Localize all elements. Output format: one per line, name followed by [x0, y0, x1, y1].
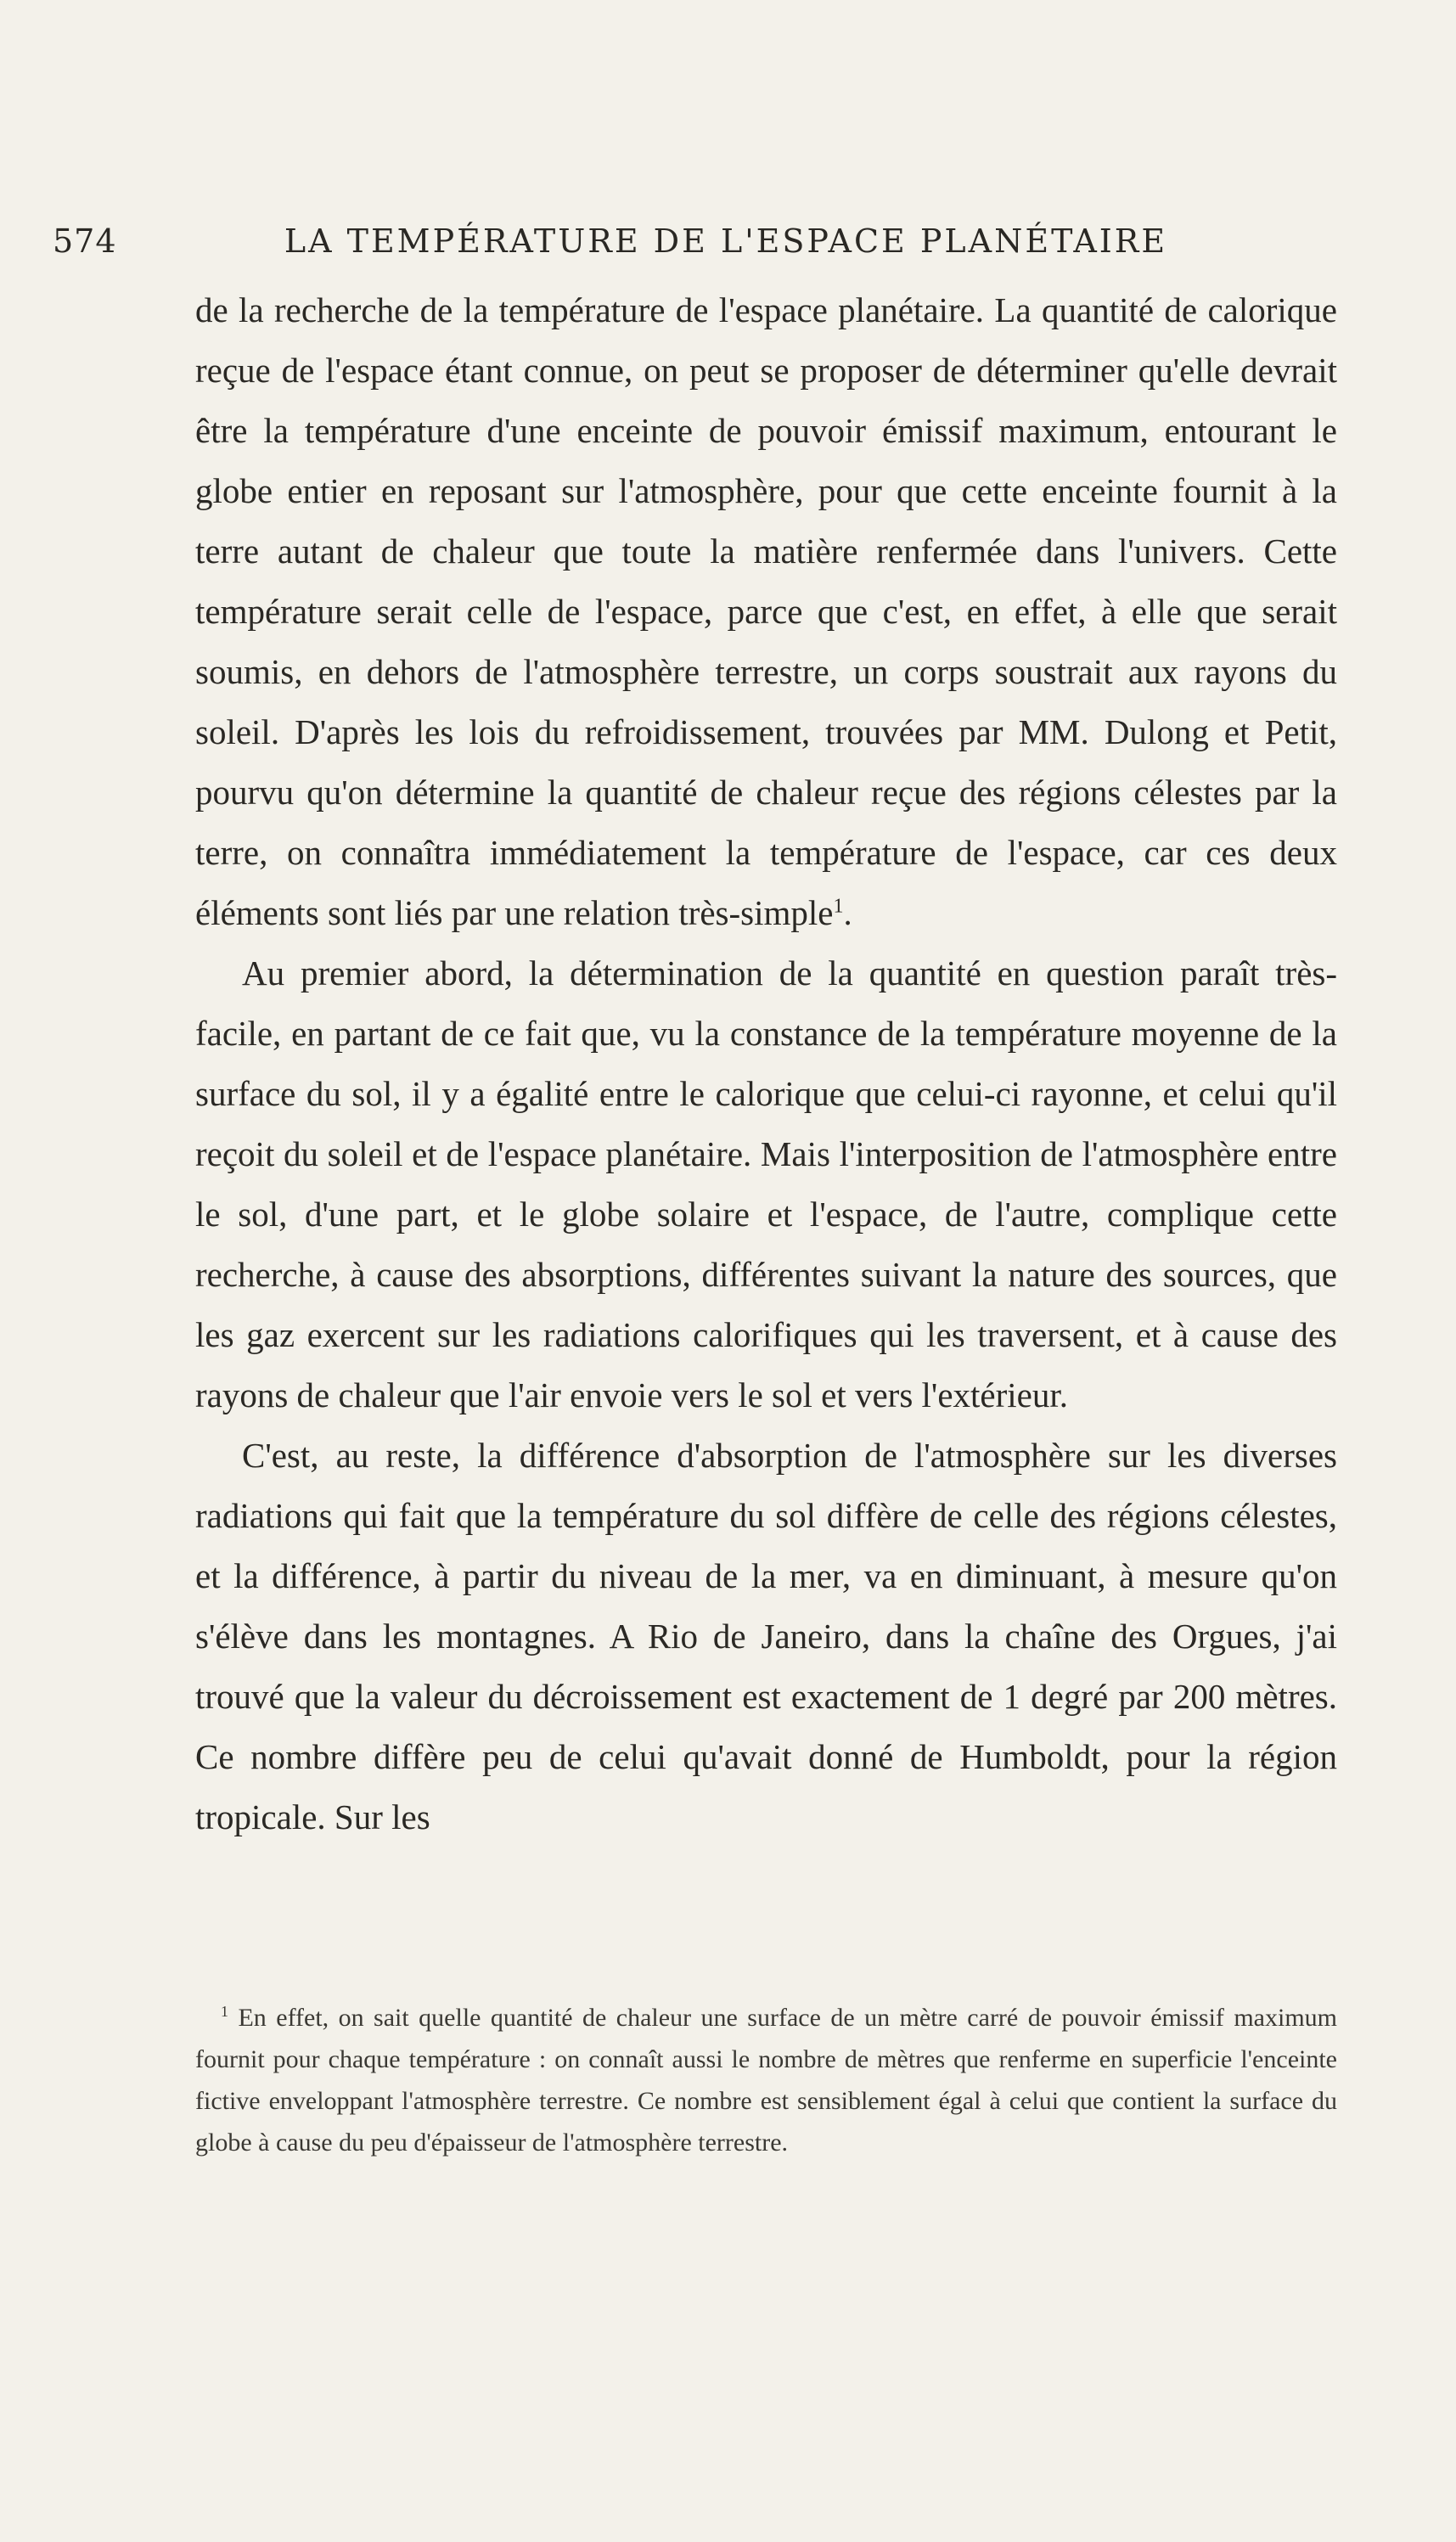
page-header: [53, 222, 1309, 273]
paragraph-2: Au premier abord, la détermination de la quantité en question paraît très-facile, en partant de ce fait que, vu la constance de la température moyenne de la surface du sol, il y a égalité entre le calorique que celui-ci rayonne, et celui qu'il reçoit du soleil et de l'espace planétaire. Mais l'interposition de l'atmosphère entre le sol, d'une part, et le globe solaire et l'espace, de l'autre, complique cette recherche, à cause des absorptions, différentes suivant la nature des sources, que les gaz exercent sur les radiations calorifiques qui les traversent, et à cause des rayons de chaleur que l'air envoie vers le sol et vers l'extérieur.: [195, 953, 1337, 1414]
footnote-reference: 1: [833, 895, 844, 918]
page-number: 574: [53, 222, 117, 260]
paragraph-1-end: .: [843, 893, 852, 932]
body-text: [195, 280, 1337, 1847]
footnote-marker: 1: [221, 2003, 228, 2020]
footnote: [195, 1997, 1337, 2163]
paragraph-1: [195, 280, 1337, 943]
footnote-text: En effet, on sait quelle quantité de chaleur une surface de un mètre carré de pouvoir émissif maximum fournit pour chaque température : on connaît aussi le nombre de mètres que renferme en superficie l'enceinte fictive enveloppant l'atmosphère terrestre. Ce nombre est sensiblement égal à celui que contient la surface du globe à cause du peu d'épaisseur de l'atmosphère terrestre.: [195, 2004, 1338, 2157]
paragraph-1-text: de la recherche de la température de l'espace planétaire. La quantité de calorique reçue de l'espace étant connue, on peut se proposer de déterminer qu'elle devrait être la température d'une enceinte de pouvoir émissif maximum, entourant le globe entier en reposant sur l'atmosphère, pour que cette enceinte fournit à la terre autant de chaleur que toute la matière renfermée dans l'univers. Cette température serait celle de l'espace, parce que c'est, en effet, à elle que serait soumis, en dehors de l'atmosphère terrestre, un corps soustrait aux rayons du soleil. D'après les lois du refroidissement, trouvées par MM. Dulong et Petit, pourvu qu'on détermine la quantité de chaleur reçue des régions célestes par la terre, on connaîtra immédiatement la température de l'espace, car ces deux éléments sont liés par une relation très-simple: [195, 290, 1337, 932]
paragraph-3: C'est, au reste, la différence d'absorption de l'atmosphère sur les diverses radiations qui fait que la température du sol diffère de celle des régions célestes, et la différence, à partir du niveau de la mer, va en diminuant, à mesure qu'on s'élève dans les montagnes. A Rio de Janeiro, dans la chaîne des Orgues, j'ai trouvé que la valeur du décroissement est exactement de 1 degré par 200 mètres. Ce nombre diffère peu de celui qu'avait donné de Humboldt, pour la région tropicale. Sur les: [195, 1436, 1337, 1836]
running-title: LA TEMPÉRATURE DE L'ESPACE PLANÉTAIRE: [284, 222, 1168, 260]
